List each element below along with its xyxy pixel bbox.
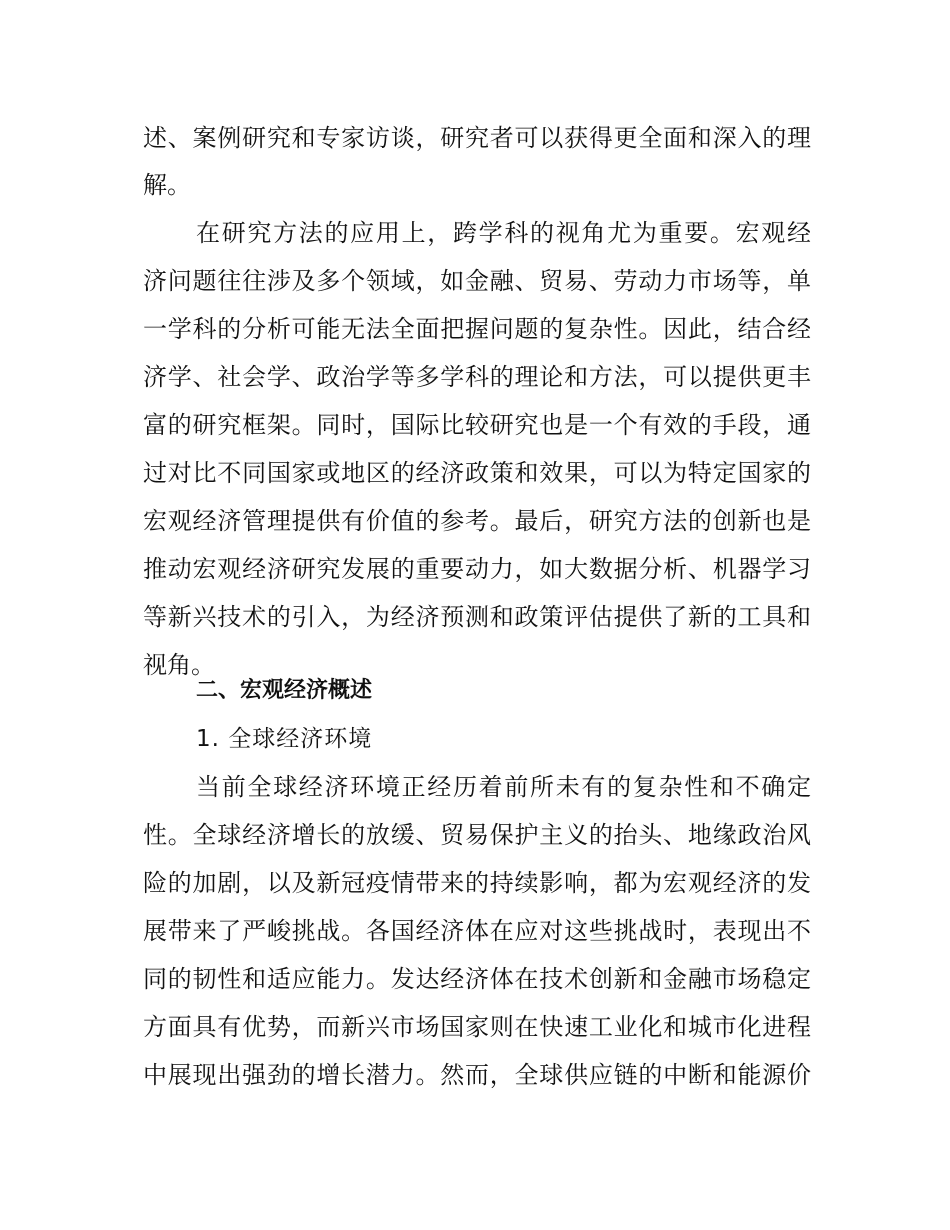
text-line: 同的韧性和适应能力。发达经济体在技术创新和金融市场稳定 [143, 965, 811, 993]
text-line: 解。 [143, 171, 191, 199]
text-line: 性。全球经济增长的放缓、贸易保护主义的抬头、地缘政治风 [143, 821, 811, 849]
text-line: 济学、社会学、政治学等多学科的理论和方法，可以提供更丰 [143, 363, 811, 391]
text-line: 当前全球经济环境正经历着前所未有的复杂性和不确定 [196, 773, 811, 801]
subsection-heading: 1. 全球经济环境 [196, 726, 373, 752]
text-line: 险的加剧，以及新冠疫情带来的持续影响，都为宏观经济的发 [143, 869, 811, 897]
text-line: 等新兴技术的引入，为经济预测和政策评估提供了新的工具和 [143, 603, 811, 631]
text-line: 中展现出强劲的增长潜力。然而，全球供应链的中断和能源价 [143, 1061, 811, 1089]
text-line: 济问题往往涉及多个领域，如金融、贸易、劳动力市场等，单 [143, 267, 811, 295]
text-line: 宏观经济管理提供有价值的参考。最后，研究方法的创新也是 [143, 507, 811, 535]
text-line: 推动宏观经济研究发展的重要动力，如大数据分析、机器学习 [143, 555, 811, 583]
text-line: 展带来了严峻挑战。各国经济体在应对这些挑战时，表现出不 [143, 917, 811, 945]
text-line: 方面具有优势，而新兴市场国家则在快速工业化和城市化进程 [143, 1013, 811, 1041]
text-line: 视角。 [143, 651, 215, 679]
section-heading: 二、宏观经济概述 [196, 678, 373, 703]
text-line: 一学科的分析可能无法全面把握问题的复杂性。因此，结合经 [143, 315, 811, 343]
text-line: 过对比不同国家或地区的经济政策和效果，可以为特定国家的 [143, 459, 811, 487]
text-line: 述、案例研究和专家访谈，研究者可以获得更全面和深入的理 [143, 124, 811, 152]
text-line: 在研究方法的应用上，跨学科的视角尤为重要。宏观经 [196, 219, 811, 247]
text-line: 富的研究框架。同时，国际比较研究也是一个有效的手段，通 [143, 411, 811, 439]
